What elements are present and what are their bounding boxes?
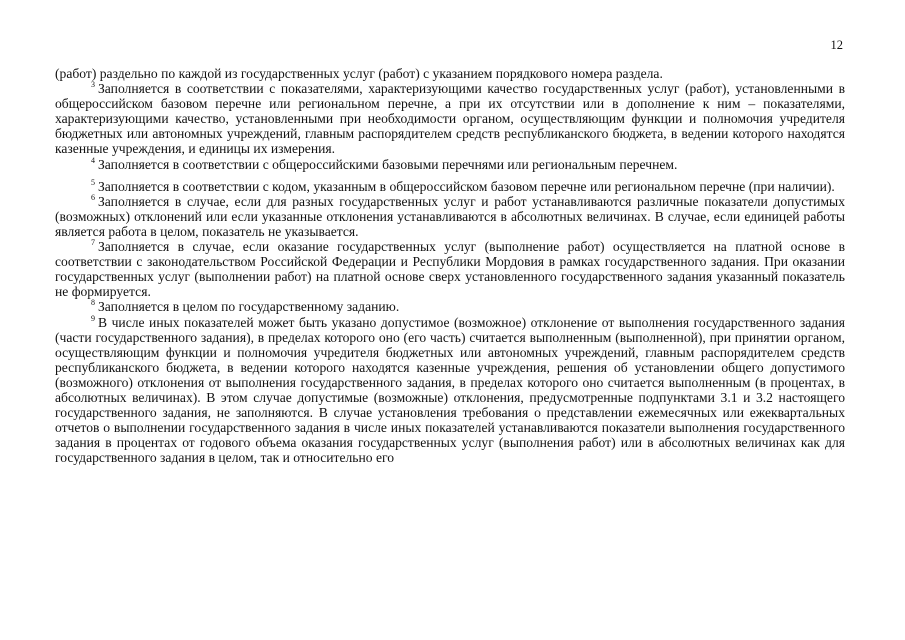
footnote-text: Заполняется в случае, если оказание государственных услуг (выполнение работ) осуществляется на платной основе в соответствии с законодательством Российской Федерации и Республики Мордовия в рамках государственного задания. При оказании государственных услуг (выполнении работ) на платной основе сверх установленного государственного задания указанный показатель не формируется. [55, 239, 845, 300]
footnote-text: Заполняется в соответствии с кодом, указанным в общероссийском базовом перечне или региональном перечне (при наличии). [98, 178, 835, 194]
document-body [55, 66, 845, 465]
footnote-marker: 6 [91, 192, 95, 202]
footnote-9 [55, 315, 845, 466]
footnote-marker: 7 [91, 238, 95, 248]
footnote-marker: 8 [91, 298, 95, 308]
footnote-text: В числе иных показателей может быть указано допустимое (возможное) отклонение от выполнения государственного задания (части государственного задания), в пределах которого оно (его часть) считается выполненным (выполненной), при принятии органом, осуществляющим функции и полномочия учредителя бюджетных или автономных учреждений, главным распорядителем средств республиканского бюджета, в ведении которого находятся казенные учреждения, решения об установлении общего допустимого (возможного) отклонения от выполнения государственного задания, в пределах которого оно считается выполненным (в процентах, в абсолютных величинах). В этом случае допустимые (возможные) отклонения, предусмотренные подпунктами 3.1 и 3.2 настоящего государственного задания, не заполняются. В случае установления требования о представлении ежемесячных или ежеквартальных отчетов о выполнении государственного задания в числе иных показателей устанавливаются показатели выполнения государственного задания в процентах от годового объема оказания государственных услуг (выполнения работ) или в абсолютных величинах как для государственного задания в целом, так и относительно его [55, 314, 845, 466]
paragraph-continuation [55, 66, 845, 81]
footnote-6 [55, 194, 845, 239]
paragraph-text: (работ) раздельно по каждой из государственных услуг (работ) с указанием порядкового номера раздела. [55, 66, 663, 81]
footnote-text: Заполняется в соответствии с показателями, характеризующими качество государственных услуг (работ), установленными в общероссийском базовом перечне или региональном перечне, а при их отсутствии или в дополнение к ним – показателями, характеризующими качество, установленными при необходимости органом, осуществляющим функции и полномочия учредителя бюджетных или автономных учреждений, главным распорядителем средств республиканского бюджета, в ведении которого находятся казенные учреждения, и единицы их измерения. [55, 81, 845, 157]
footnote-8 [55, 299, 845, 314]
footnote-text: Заполняется в соответствии с общероссийскими базовыми перечнями или региональным перечнем. [98, 156, 678, 172]
footnote-text: Заполняется в целом по государственному заданию. [98, 299, 400, 315]
footnote-marker: 4 [91, 155, 95, 165]
footnote-3 [55, 81, 845, 156]
footnote-marker: 5 [91, 177, 95, 187]
footnote-marker: 9 [91, 313, 95, 323]
footnote-5 [55, 179, 845, 194]
footnote-marker: 3 [91, 80, 95, 90]
footnote-4 [55, 157, 845, 172]
page-number: 12 [830, 38, 843, 52]
footnote-7 [55, 239, 845, 299]
footnote-text: Заполняется в случае, если для разных государственных услуг и работ устанавливаются различные показатели допустимых (возможных) отклонений или если указанные отклонения устанавливаются в абсолютных величинах. В случае, если единицей работы является работа в целом, показатель не указывается. [55, 193, 845, 239]
